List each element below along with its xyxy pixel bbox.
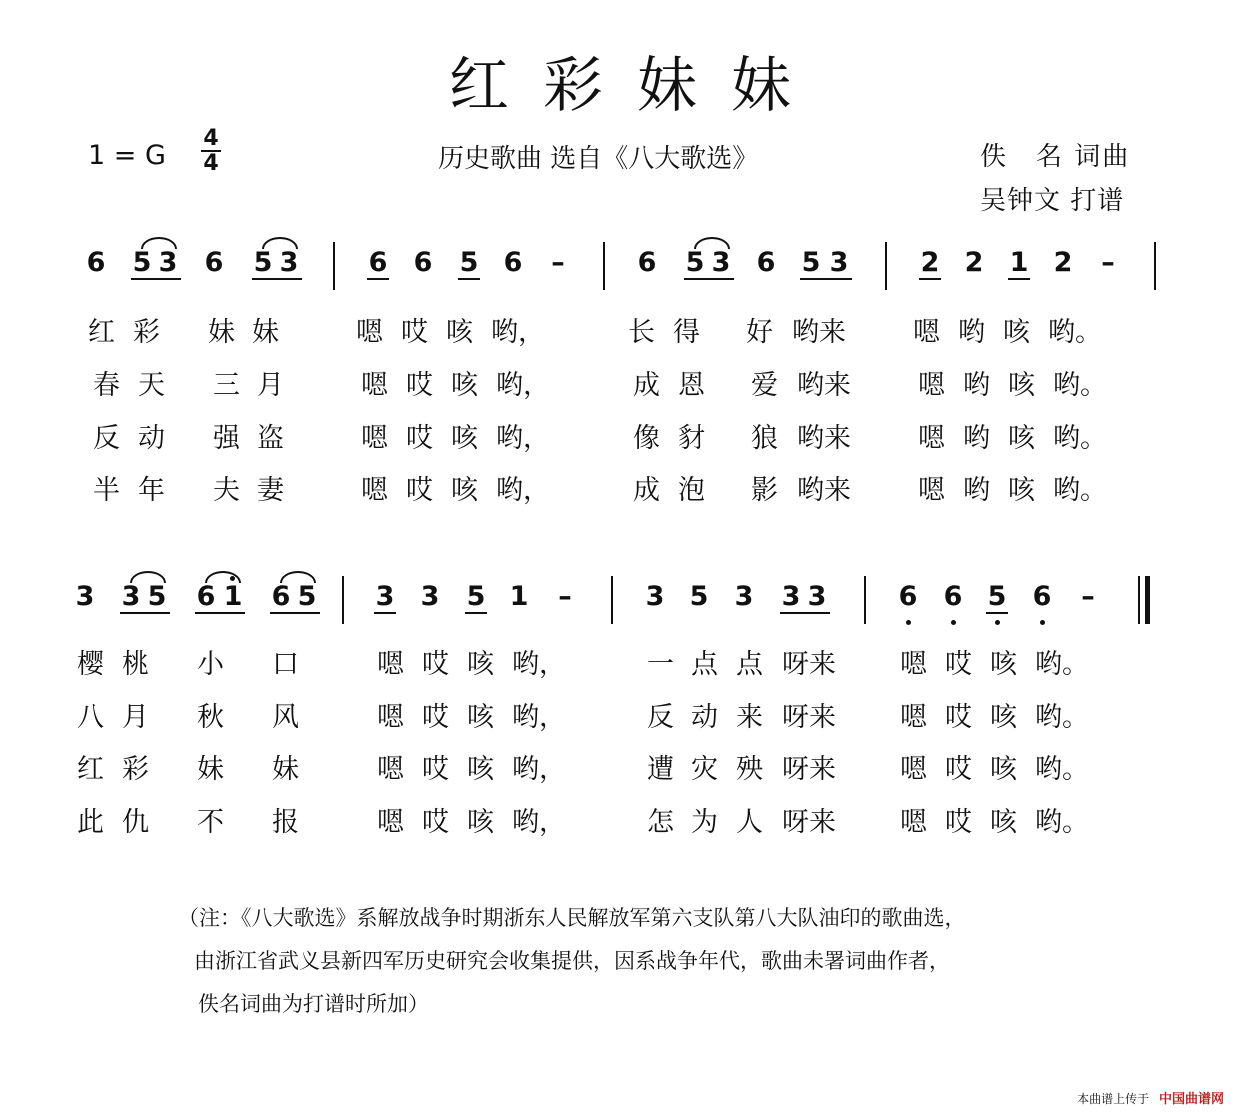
- underline: [465, 612, 487, 614]
- note: 5: [459, 247, 479, 278]
- note: 6: [1032, 581, 1052, 612]
- note: 6: [368, 247, 388, 278]
- dash: –: [551, 247, 565, 278]
- note: 3: [375, 581, 395, 612]
- underline: [131, 278, 181, 280]
- note: 6: [637, 247, 657, 278]
- note: 5: [132, 247, 152, 278]
- annotation-line-1: （注：《八大歌选》系解放战争时期浙东人民解放军第六支队第八大队油印的歌曲选，: [178, 906, 966, 930]
- barline: [885, 242, 887, 290]
- transcriber-credit: 吴钟文 打谱: [980, 186, 1125, 216]
- note: 3: [807, 581, 827, 612]
- note: 5: [147, 581, 167, 612]
- note: 3: [279, 247, 299, 278]
- song-source: 历史歌曲 选自《八大歌选》: [438, 144, 759, 174]
- underline: [1008, 278, 1030, 280]
- note: 5: [297, 581, 317, 612]
- note: 3: [734, 581, 754, 612]
- note: 3: [121, 581, 141, 612]
- low-octave-dot: [1040, 620, 1045, 625]
- note: 6: [204, 247, 224, 278]
- notation-line-2: [0, 582, 1240, 642]
- note: 6: [943, 581, 963, 612]
- note: 3: [711, 247, 731, 278]
- note: 3: [781, 581, 801, 612]
- dash: –: [1081, 581, 1095, 612]
- note: 5: [253, 247, 273, 278]
- note: 6: [898, 581, 918, 612]
- low-octave-dot: [951, 620, 956, 625]
- annotation-line-3: 佚名词曲为打谱时所加）: [198, 992, 429, 1016]
- note: 3: [829, 247, 849, 278]
- underline: [120, 612, 170, 614]
- slur: [280, 571, 316, 583]
- underline: [458, 278, 480, 280]
- note: 6: [271, 581, 291, 612]
- note: 1: [223, 581, 243, 612]
- underline: [919, 278, 941, 280]
- slur: [205, 571, 241, 583]
- low-octave-dot: [995, 620, 1000, 625]
- note: 2: [1053, 247, 1073, 278]
- barline: [342, 576, 344, 624]
- barline: [864, 576, 866, 624]
- slur: [141, 237, 177, 249]
- upload-footer-text: 本曲谱上传于: [1077, 1092, 1150, 1106]
- underline: [270, 612, 320, 614]
- dash: –: [1101, 247, 1115, 278]
- note: 3: [645, 581, 665, 612]
- underline: [374, 612, 396, 614]
- final-barline-thin: [1138, 576, 1140, 624]
- barline: [603, 242, 605, 290]
- key-signature: 1 = G: [88, 140, 166, 171]
- composer-credit: 佚 名 词曲: [980, 142, 1131, 172]
- upload-footer: [1077, 1088, 1224, 1107]
- time-signature-bottom: 4: [203, 151, 219, 176]
- slur: [694, 237, 730, 249]
- note: 3: [420, 581, 440, 612]
- note: 1: [509, 581, 529, 612]
- notation-line-1: [0, 248, 1240, 308]
- note: 5: [801, 247, 821, 278]
- slur: [262, 237, 298, 249]
- site-logo: 中国曲谱网: [1158, 1092, 1224, 1107]
- barline: [1154, 242, 1156, 290]
- note: 5: [689, 581, 709, 612]
- dash: –: [558, 581, 572, 612]
- note: 5: [685, 247, 705, 278]
- note: 2: [964, 247, 984, 278]
- note: 1: [1009, 247, 1029, 278]
- note: 2: [920, 247, 940, 278]
- underline: [684, 278, 734, 280]
- barline: [611, 576, 613, 624]
- slur: [130, 571, 166, 583]
- underline: [800, 278, 852, 280]
- underline: [780, 612, 830, 614]
- final-barline-thick: [1145, 576, 1150, 624]
- annotation-line-2: 由浙江省武义县新四军历史研究会收集提供，因系战争年代，歌曲未署词曲作者，: [194, 949, 950, 973]
- note: 3: [75, 581, 95, 612]
- note: 5: [466, 581, 486, 612]
- note: 6: [503, 247, 523, 278]
- time-signature: [201, 128, 221, 174]
- note: 5: [987, 581, 1007, 612]
- note: 6: [413, 247, 433, 278]
- song-title: 红彩妹妹: [449, 51, 825, 121]
- note: 6: [86, 247, 106, 278]
- note: 6: [196, 581, 216, 612]
- underline: [195, 612, 245, 614]
- time-signature-top: 4: [203, 126, 219, 151]
- barline: [333, 242, 335, 290]
- underline: [252, 278, 302, 280]
- underline: [367, 278, 389, 280]
- underline: [986, 612, 1008, 614]
- note: 6: [756, 247, 776, 278]
- low-octave-dot: [906, 620, 911, 625]
- note: 3: [158, 247, 178, 278]
